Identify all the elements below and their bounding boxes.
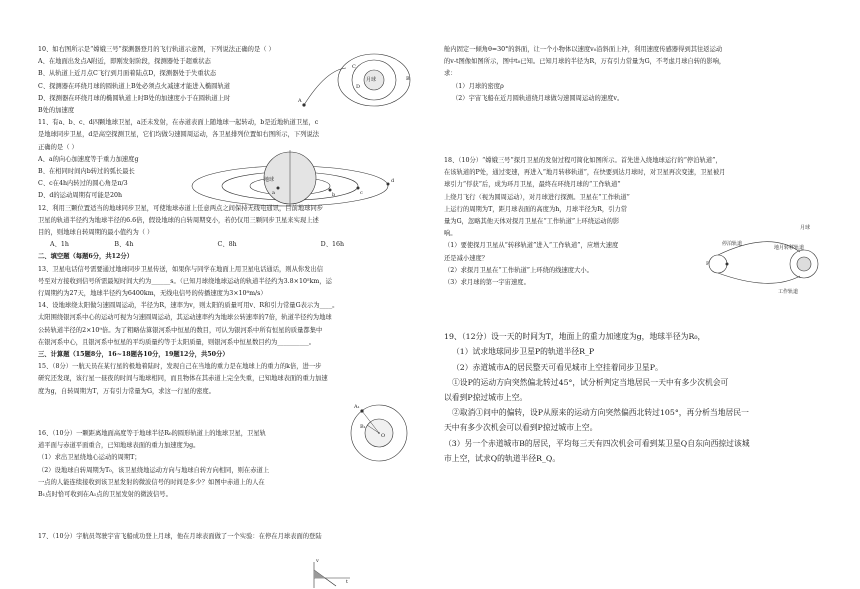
fig18-label: 停泊轨道 [722, 241, 743, 247]
q16-line: 16、（10分）一颗距离地面高度等于地球半径R₀的圆形轨道上的地球卫星，卫星轨 [38, 429, 266, 437]
fig18-label: 月球 [800, 225, 811, 231]
q12-options [38, 239, 420, 251]
q11-option-d: D、d的运动周期有可能是20h [38, 192, 123, 200]
q15-line: 15、（8分）一航天员在某行星的极地着陆时，发现自己在当地的重力是在地球上的重力的k倍，进一步 [38, 363, 322, 371]
q17-sub: （2）宇宙飞船在近月圆轨道绕月球做匀速圆周运动的速度v。 [452, 94, 624, 102]
q13-line: 号至对方接收到信号所需最短时间大约为______s。（已知月球绕地球运动的轨道半径约为3.8×10⁵km，运 [38, 277, 332, 285]
q12-option-d: D、16h [320, 241, 345, 249]
q18-line: 上运行的周期为T，距月球表面的高度为h，月球半径为R，引力常 [444, 205, 628, 213]
q11-option-b: B、在相同时间内b转过的弧长最长 [38, 168, 135, 176]
q16-line: 一点的人能连续接收到该卫星发射的微波信号的时间是多少？如图中赤道上的人在 [38, 478, 265, 486]
q18-line: 球引力“俘获”后，成为环月卫星，最终在环绕月球的“工作轨道” [444, 181, 621, 189]
q11-line: 正确的是（ ） [38, 143, 78, 151]
q19-line: 以看到P掠过城市上空。 [444, 393, 528, 403]
q18-line: 上绕月飞行（视为圆周运动），对月球进行探测。卫星在“工作轨道” [444, 193, 630, 201]
section-calculation-title: 三、计算题（15题8分，16~18题各10分，19题12分，共50分） [38, 351, 229, 359]
q14-line: 太阳围绕银河系中心的运动可视为匀速圆周运动，其运动速率约为地球公转速率的7倍，轨道半径约为地球 [38, 314, 332, 322]
q11-option-a: A、a的向心加速度等于重力加速度g [38, 155, 139, 163]
left-column [38, 44, 420, 543]
figure-lunar-transfer [700, 222, 826, 302]
question-15 [38, 361, 420, 398]
section-fill-in-title: 二、填空题（每题6分，共12分） [38, 253, 134, 261]
q17-line: 的v-t图像如图所示，图中t₀已知。已知月球的半径为R，万有引力常量为G，不考虑月球自转的影响， [444, 58, 726, 66]
q14-line: 14、设地球绕太阳做匀速圆周运动，半径为R，速率为v，则太阳的质量可用v、R和引力常量G表示为____。 [38, 302, 339, 310]
q10-option-b: B、从轨道上近月点C飞行到月面着陆点D，探测器处于失重状态 [38, 70, 217, 78]
question-19 [444, 329, 830, 466]
q19-sub: （2）赤道城市A的居民整天可看见城市上空挂着同步卫星P。 [452, 362, 663, 372]
q18-sub: 还是减小速度？ [444, 254, 489, 262]
figure-lunar-orbit [296, 50, 416, 110]
q10-option-c: C、探测器在环绕月球的圆轨道上B处必须点火减速才能进入椭圆轨道 [38, 82, 231, 90]
q18-line: 响。 [444, 230, 457, 238]
fig18-label: 地月转移轨道 [774, 245, 805, 251]
q12-line: 目的，则地球自转周期的最小值约为（ ） [38, 229, 154, 237]
figure-earth-satellite [348, 402, 410, 464]
q17-line: 求： [444, 70, 457, 78]
figure-vt-graph [306, 560, 352, 588]
fig11-label: 地球 [264, 177, 275, 183]
q15-line: 度为g，自转周期为T，万有引力常量为G，求这一行星的密度。 [38, 387, 215, 395]
q10-line: B处的加速度 [38, 107, 75, 115]
question-14 [38, 300, 420, 349]
q17-sub: （1）月球的密度ρ [452, 82, 504, 90]
fig17-label: t [346, 579, 349, 585]
q19-line: 天中有多少次机会可以看到P掠过城市上空。 [444, 423, 598, 433]
q10-option-d: D、探测器在环绕月球的椭圆轨道上时B处的加速度小于在圆轨道上时 [38, 94, 231, 102]
q12-option-a: A、1h [50, 241, 69, 249]
fig18-label: 工作轨道 [778, 289, 799, 295]
fig16-label: O [381, 433, 386, 439]
q19-line: 19、（12分）设一天的时间为T，地面上的重力加速度为g，地球半径为R₀， [444, 332, 706, 342]
q11-line: 是地球同步卫星，d是高空探测卫星，它们均做匀速圆周运动，各卫星排列位置如右图所示，下列说法 [38, 131, 320, 139]
q14-line: 在银河系中心，且银河系中恒星的平均质量约等于太阳质量，则银河系中恒星数目约为__________。 [38, 338, 316, 346]
fig11-label: a [272, 190, 275, 196]
q11-option-c: C、c在4h内转过的圆心角是π/3 [38, 180, 128, 188]
q18-line: 在该轨道的P处，通过变速，再进入“地月转移轨道”，在快要到达月球时，对卫星再次变速，卫星被月 [444, 169, 726, 177]
fig10-label: A [298, 98, 302, 104]
q19-line: 市上空，试求Q的轨道半径R_Q。 [444, 453, 561, 463]
fig10-label: D [356, 84, 361, 90]
q12-line: 12、利用三颗位置适当的地球同步卫星，可使地球赤道上任意两点之间保持无线电通讯，目前地球同步 [38, 204, 324, 212]
q16-line: B₁点时恰可收到在A₁点的卫星发射的微波信号。 [38, 490, 172, 498]
q18-line: 18、（10分）“嫦娥三号”探月卫星的发射过程可简化如图所示。首先进入绕地球运行的“停泊轨道”， [444, 157, 722, 165]
q18-sub: （2）求探月卫星在“工作轨道”上环绕的线速度大小。 [444, 266, 593, 274]
q14-line: 公转轨道半径的2×10⁹倍。为了粗略估算银河系中恒星的数目，可认为银河系中所有恒星的质量都集中 [38, 326, 323, 334]
fig10-label: B [406, 76, 410, 82]
q11-line: 11、有a、b、c、d四颗地球卫星，a还未发射，在赤道表面上随地球一起转动，b是近地轨道卫星，c [38, 119, 319, 127]
fig11-label: c [360, 190, 363, 196]
q17-line: 17、（10分）宇航员驾驶宇宙飞船成功登上月球，他在月球表面做了一个实验：在停在月球表面的登陆 [38, 533, 322, 541]
q16-line: （2）设地球自转周期为T₀，该卫星绕地运动方向与地球自转方向相同，则在赤道上 [38, 466, 270, 474]
q12-line: 卫星的轨道半径约为地球半径的6.6倍，假设地球的自转周期变小，若仍仅用三颗同步卫星来实现上述 [38, 216, 319, 224]
fig16-label: A₁ [354, 404, 360, 410]
q15-line: 研究还发现，该行星一昼夜的时间与地球相同，而且物体在其赤道上完全失重，已知地球表面的重力加速 [38, 375, 328, 383]
q12-option-b: B、4h [114, 241, 134, 249]
q13-line: 行周期约为27天，地球半径约为6400km，无线电信号的传播速度为3×10⁸m/s） [38, 290, 267, 298]
q18-sub: （3）求月球的第一宇宙速度。 [444, 279, 530, 287]
q16-line: 道平面与赤道平面重合，已知地球表面的重力加速度为g。 [38, 442, 200, 450]
fig10-label: 月球 [366, 77, 377, 83]
q10-line: 10、如右图所示是“嫦娥三号”探测器登月的飞行轨道示意图，下列说法正确的是（ ） [38, 46, 275, 53]
fig11-label: d [391, 178, 395, 184]
q18-line: 量为G，忽略其他天体对探月卫星在“工作轨道”上环绕运动的影 [444, 218, 620, 226]
q19-sub: ①设P的运动方向突然偏北转过45°，试分析判定当地居民一天中有多少次机会可 [452, 377, 729, 387]
fig10-label: C [352, 64, 356, 70]
q19-sub: ②取消①问中的偏转，设P从原来的运动方向突然偏西北转过105°，再分析当地居民一 [452, 408, 749, 418]
q19-sub: （1）试求地球同步卫星P的轨道半径R_P [452, 347, 595, 357]
figure-satellite-orbits [190, 148, 400, 220]
q16-line: （1）求出卫星绕地心运动的周期T； [38, 454, 141, 462]
q13-line: 13、卫星电话信号需要通过地球同步卫星传送，如果你与同学在地面上用卫星电话通话，则从你发出信 [38, 265, 324, 273]
question-13 [38, 264, 420, 301]
q10-option-a: A、在地面出发点A附近，即刚发射阶段，探测器处于超重状态 [38, 58, 211, 66]
fig16-label: B₁ [360, 424, 366, 430]
q12-option-c: C、8h [217, 241, 237, 249]
fig11-label: b [332, 192, 336, 198]
q19-line: （3）另一个赤道城市B的居民，平均每三天有四次机会可看到某卫星Q自东向西掠过该城 [444, 438, 750, 448]
q17-line: 舱内固定一倾角θ=30°的斜面，让一个小物体以速度v₀沿斜面上冲，利用速度传感器得到其往返运动 [444, 46, 723, 53]
question-17-continued [444, 44, 830, 105]
fig17-label: v [316, 558, 319, 564]
fig18-label: P [706, 261, 710, 267]
q18-sub: （1）要使探月卫星从“转移轨道”进入“工作轨道”，应增大速度 [444, 242, 619, 250]
